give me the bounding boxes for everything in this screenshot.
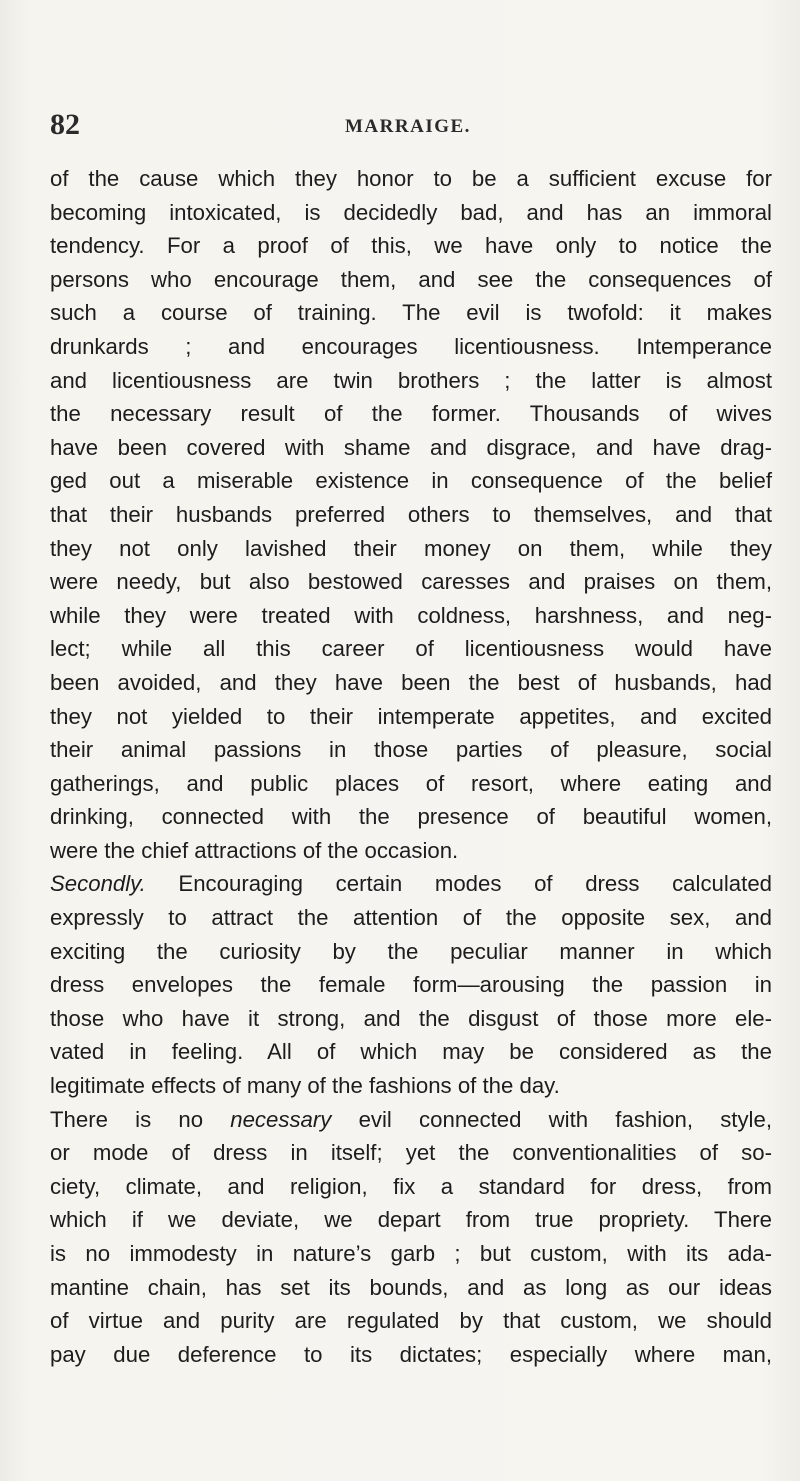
text-line: those who have it strong, and the disgust of those more ele- (50, 1005, 772, 1031)
text-line: were the chief attractions of the occasion. (50, 837, 459, 863)
text-line: pay due deference to its dictates; especially where man, (50, 1341, 772, 1367)
text-line: while they were treated with coldness, harshness, and neg- (50, 602, 772, 628)
text-line: that their husbands preferred others to themselves, and that (50, 501, 772, 527)
text-line: were needy, but also bestowed caresses and praises on them, (50, 569, 772, 595)
page-number: 82 (50, 108, 80, 141)
text-segment: There is no (50, 1106, 231, 1132)
text-line: they not yielded to their intemperate appetites, and excited (50, 703, 772, 729)
necessary-emphasis: necessary (230, 1106, 332, 1132)
text-line: their animal passions in those parties of pleasure, social (50, 737, 772, 763)
text-line: tendency. For a proof of this, we have only to notice the (50, 233, 772, 259)
running-head: MARRAIGE. (345, 116, 471, 137)
text-line: which if we deviate, we depart from true propriety. There (50, 1207, 772, 1233)
text-segment: Encouraging certain modes of dress calculated (145, 871, 772, 897)
text-line: gatherings, and public places of resort, where eating and (50, 770, 772, 796)
body-text (50, 162, 772, 1371)
text-line: drinking, connected with the presence of beautiful women, (50, 804, 772, 830)
text-line: ged out a miserable existence in consequence of the belief (50, 468, 772, 494)
text-line: dress envelopes the female form—arousing the passion in (50, 972, 772, 998)
secondly-paragraph-start (50, 867, 772, 901)
text-line: such a course of training. The evil is twofold: it makes (50, 300, 772, 326)
secondly-label: Secondly. (50, 871, 146, 897)
text-line: and licentiousness are twin brothers ; the latter is almost (50, 367, 772, 393)
necessary-paragraph-start (50, 1103, 772, 1137)
text-line: the necessary result of the former. Thousands of wives (50, 401, 772, 427)
text-line: been avoided, and they have been the best of husbands, had (50, 669, 772, 695)
text-line: lect; while all this career of licentiousness would have (50, 636, 772, 662)
text-line: they not only lavished their money on them, while they (50, 535, 772, 561)
text-line: ciety, climate, and religion, fix a standard for dress, from (50, 1173, 772, 1199)
text-line: legitimate effects of many of the fashions of the day. (50, 1073, 560, 1099)
text-line: is no immodesty in nature’s garb ; but custom, with its ada- (50, 1241, 772, 1266)
text-line: or mode of dress in itself; yet the conventionalities of so- (50, 1140, 772, 1166)
text-line: becoming intoxicated, is decidedly bad, and has an immoral (50, 199, 772, 225)
text-segment: evil connected with fashion, style, (331, 1106, 772, 1132)
text-line: have been covered with shame and disgrace, and have drag- (50, 434, 772, 460)
text-line: drunkards ; and encourages licentiousness. Intemperance (50, 333, 772, 359)
text-line: of the cause which they honor to be a sufficient excuse for (50, 166, 772, 191)
text-line: of virtue and purity are regulated by that custom, we should (50, 1308, 772, 1334)
text-line: expressly to attract the attention of the opposite sex, and (50, 905, 772, 931)
text-line: mantine chain, has set its bounds, and as long as our ideas (50, 1274, 772, 1300)
text-line: exciting the curiosity by the peculiar manner in which (50, 938, 772, 964)
text-line: vated in feeling. All of which may be considered as the (50, 1039, 772, 1065)
text-line: persons who encourage them, and see the consequences of (50, 266, 772, 292)
page-header (50, 108, 770, 148)
